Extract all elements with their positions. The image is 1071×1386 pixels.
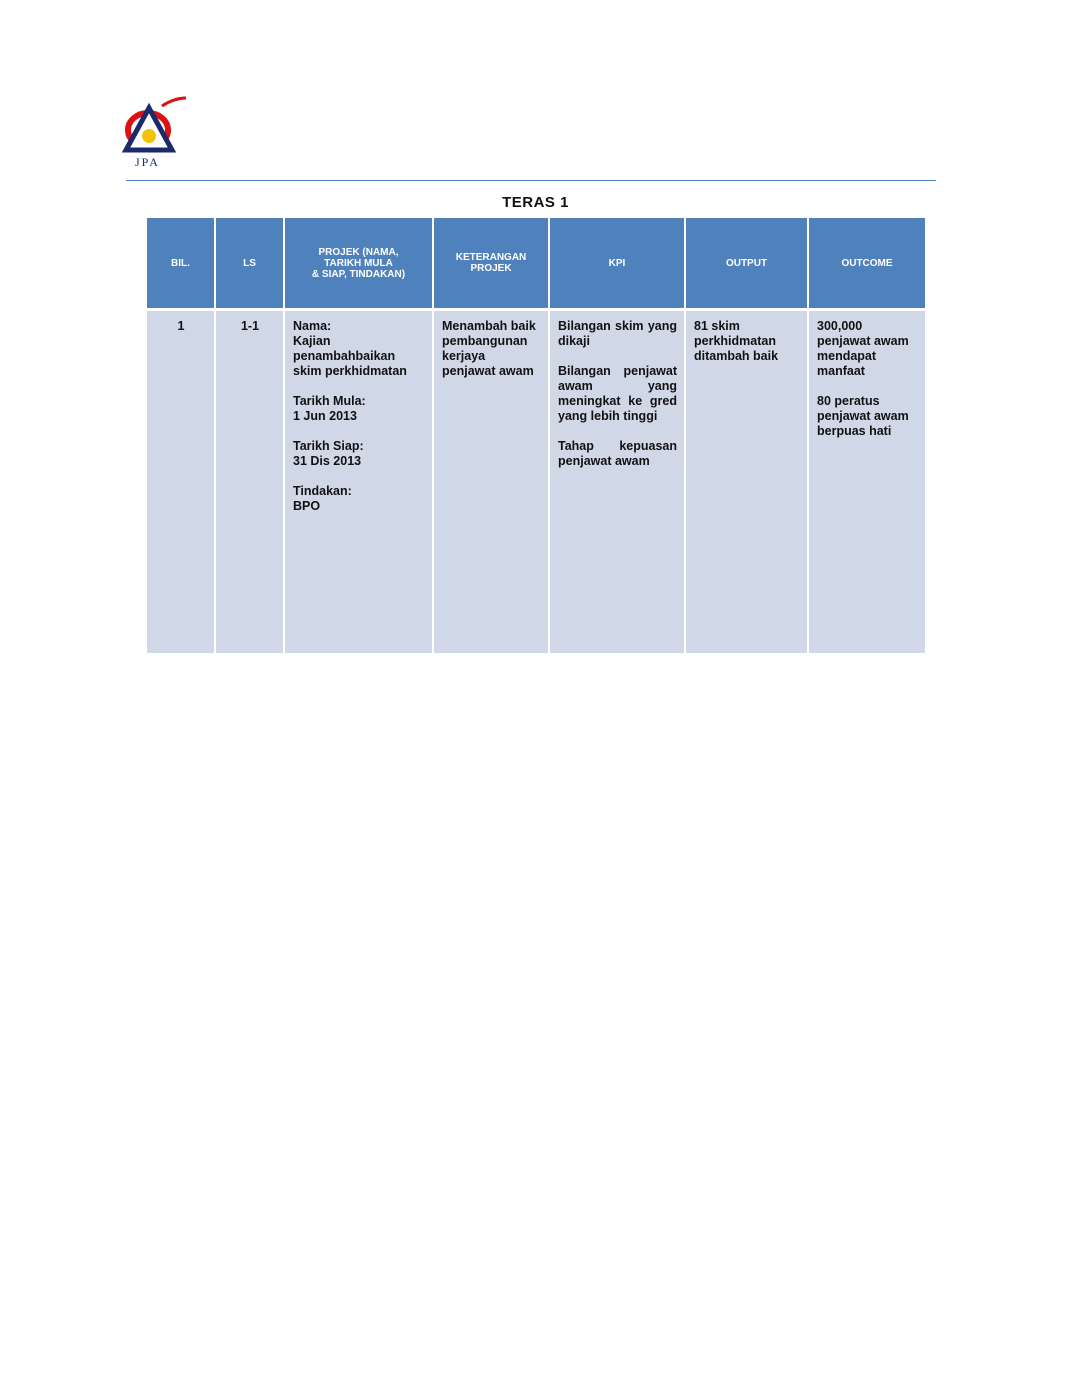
kpi-item: Bilangan skim yang dikaji	[558, 319, 677, 348]
cell-keterangan: Menambah baik pembangunan kerjaya penjawat awam	[433, 310, 549, 654]
kpi-item: Tahap kepuasan penjawat awam	[558, 439, 677, 468]
kpi-item: Bilangan penjawat awam yang meningkat ke gred yang lebih tinggi	[558, 364, 677, 423]
projek-mula-value: 1 Jun 2013	[293, 409, 357, 423]
projek-tindakan-value: BPO	[293, 499, 321, 513]
table-row	[147, 310, 925, 654]
header-projek: PROJEK (NAMA, TARIKH MULA & SIAP, TINDAKAN)	[284, 218, 433, 310]
teras-table	[147, 218, 925, 653]
cell-kpi	[549, 310, 685, 654]
header-keterangan: KETERANGAN PROJEK	[433, 218, 549, 310]
header-kpi: KPI	[549, 218, 685, 310]
projek-tindakan-label: Tindakan:	[293, 484, 352, 498]
header-divider	[126, 180, 936, 181]
projek-nama-label: Nama:	[293, 319, 332, 333]
cell-bil: 1	[147, 310, 215, 654]
header-bil: BIL.	[147, 218, 215, 310]
table-header-row	[147, 218, 925, 310]
header-outcome: OUTCOME	[808, 218, 925, 310]
projek-mula-label: Tarikh Mula:	[293, 394, 366, 408]
projek-siap-label: Tarikh Siap:	[293, 439, 364, 453]
header-ls: LS	[215, 218, 284, 310]
page-title: TERAS 1	[502, 194, 569, 211]
outcome-item: 80 peratus penjawat awam berpuas hati	[817, 394, 909, 438]
projek-siap-value: 31 Dis 2013	[293, 454, 362, 468]
cell-projek: Nama: Kajian penambahbaikan skim perkhidmatan Tarikh Mula: 1 Jun 2013 Tarikh Siap: 31 Dis 2013 Tindakan: BPO	[284, 310, 433, 654]
logo-text: JPA	[135, 155, 160, 169]
cell-ls: 1-1	[215, 310, 284, 654]
jpa-emblem-icon	[122, 96, 192, 156]
cell-outcome	[808, 310, 925, 654]
header-output: OUTPUT	[685, 218, 808, 310]
cell-output: 81 skim perkhidmatan ditambah baik	[685, 310, 808, 654]
outcome-item: 300,000 penjawat awam mendapat manfaat	[817, 319, 909, 378]
